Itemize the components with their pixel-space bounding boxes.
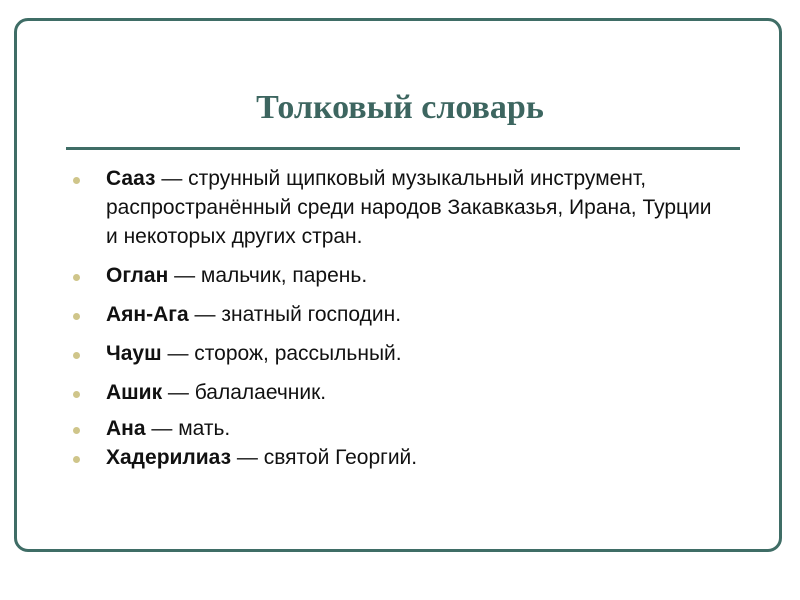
glossary-definition: — балалаечник. — [162, 381, 327, 404]
title-divider — [66, 147, 740, 150]
bullet-icon — [73, 456, 80, 463]
glossary-term: Ана — [106, 417, 146, 440]
bullet-icon — [73, 177, 80, 184]
bullet-icon — [73, 274, 80, 281]
glossary-item — [66, 339, 726, 368]
bullet-icon — [73, 352, 80, 359]
glossary-item — [66, 378, 726, 407]
glossary-definition: — святой Георгий. — [231, 446, 418, 469]
glossary-item — [66, 414, 726, 443]
glossary-definition: — мальчик, парень. — [168, 264, 368, 287]
glossary-definition: — сторож, рассыльный. — [161, 342, 402, 365]
glossary-term: Аян-Ага — [106, 303, 189, 326]
glossary-list — [66, 164, 726, 472]
glossary-term: Сааз — [106, 167, 156, 190]
glossary-term: Хадерилиаз — [106, 446, 232, 469]
glossary-item — [66, 164, 726, 251]
glossary-item — [66, 261, 726, 290]
glossary-definition: — струнный щипковый музыкальный инструмент, распространённый среди народов Закавказья, Ирана, Турции и некоторых других стран. — [106, 167, 712, 248]
glossary-term: Чауш — [106, 342, 162, 365]
glossary-item — [66, 300, 726, 329]
bullet-icon — [73, 391, 80, 398]
glossary-item — [66, 443, 726, 472]
glossary-definition: — мать. — [145, 417, 231, 440]
glossary-definition: — знатный господин. — [188, 303, 402, 326]
slide-title: Толковый словарь — [256, 89, 544, 126]
bullet-icon — [73, 313, 80, 320]
glossary-term: Оглан — [106, 264, 169, 287]
glossary-term: Ашик — [106, 381, 163, 404]
bullet-icon — [73, 427, 80, 434]
